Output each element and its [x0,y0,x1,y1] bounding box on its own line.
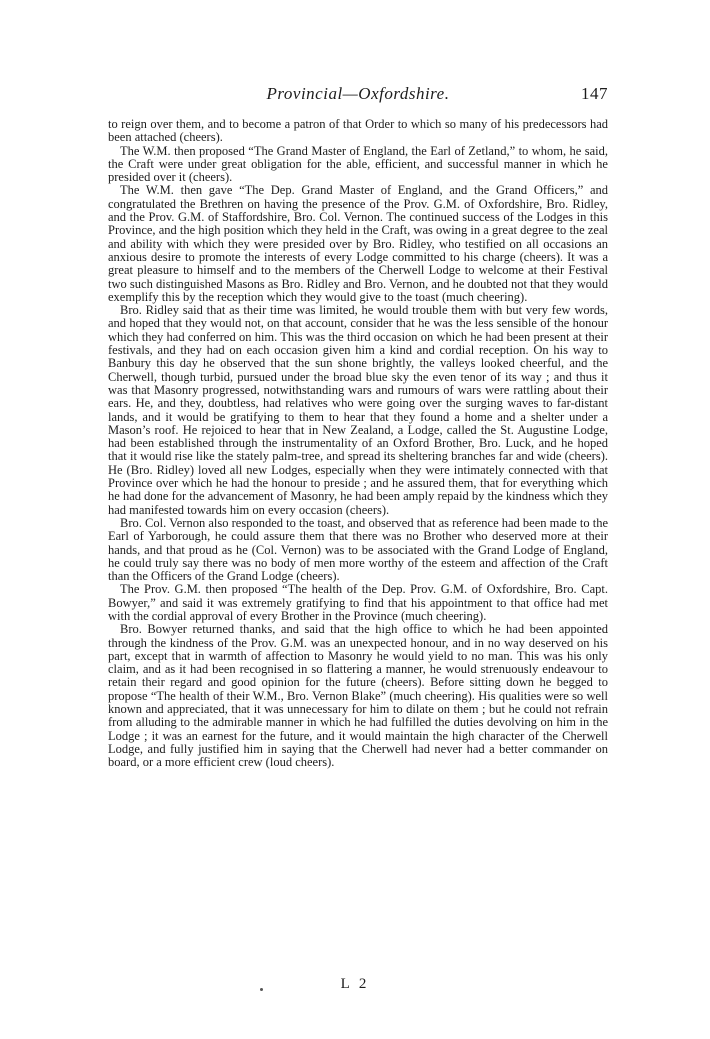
page-number: 147 [581,84,608,103]
paragraph: The Prov. G.M. then proposed “The health of the Dep. Prov. G.M. of Oxfordshire, Bro. Capt. Bowyer,” and said it was extremely gratifying to find that his appointment to that office had met with the cordial approval of every Brother in the Province (much cheering). [108,582,608,623]
running-title: Provincial—Oxfordshire. [266,84,450,103]
paragraph: to reign over them, and to become a patron of that Order to which so many of his predecessors had been attached (cheers). [108,117,608,145]
paragraph: Bro. Ridley said that as their time was limited, he would trouble them with but very few words, and hoped that they would not, on that account, consider that he was the less sensible of the honour which they had conferred on him. This was the third occasion on which he had been present at their festivals, and they had on each occasion given him a kind and cordial reception. On his way to Banbury this day he observed that the sun shone brightly, the valleys looked cheerful, and the Cherwell, though turbid, pursued under the broad blue sky the even tenor of its way ; and thus it was that Masonry progressed, notwithstanding wars and rumours of wars were rattling about their ears. He, and they, doubtless, had relatives who were going over the surging waves to far-distant lands, and it would be gratifying to them to hear that they found a home and a shelter under a Mason’s roof. He rejoiced to hear that in New Zealand, a Lodge, called the St. Augustine Lodge, had been established through the instrumentality of an Oxford Brother, Bro. Luck, and he hoped that it would rise like the stately palm-tree, and spread its sheltering branches far and wide (cheers). He (Bro. Ridley) loved all new Lodges, especially when they were intimately connected with that Province over which he had the honour to preside ; and he assured them, that for everything which he had done for the advancement of Masonry, he had been amply repaid by the kindness which they had manifested towards him on every occasion (cheers). [108,303,608,517]
article-body [108,118,608,770]
paragraph: Bro. Bowyer returned thanks, and said that the high office to which he had been appointed through the kindness of the Prov. G.M. was an unexpected honour, and in no way deserved on his part, except that in warmth of affection to Masonry he would yield to no man. This was his only claim, and as it had been recognised in so flattering a manner, he would strenuously endeavour to retain their regard and good opinion for the future (cheers). Before sitting down he begged to propose “The health of their W.M., Bro. Vernon Blake” (much cheering). His qualities were so well known and appreciated, that it was unnecessary for him to dilate on them ; but he could not refrain from alluding to the admirable manner in which he had fulfilled the duties devolving on him in the Lodge ; it was an earnest for the future, and it would maintain the high character of the Cherwell Lodge, and fully justified him in saying that the Cherwell had never had a better commander on board, or a more efficient crew (loud cheers). [108,622,608,770]
paragraph: Bro. Col. Vernon also responded to the toast, and observed that as reference had been made to the Earl of Yarborough, he could assure them that there was no Brother who deserved more at their hands, and that proud as he (Col. Vernon) was to be associated with the Grand Lodge of England, he could truly say there was no body of men more worthy of the esteem and affection of the Craft than the Officers of the Grand Lodge (cheers). [108,515,608,584]
page-header [108,84,608,108]
printer-dot [260,988,263,991]
signature-mark: L 2 [340,976,370,992]
paragraph: The W.M. then proposed “The Grand Master of England, the Earl of Zetland,” to whom, he said, the Craft were under great obligation for the able, efficient, and successful manner in which he presided over it (cheers). [108,143,608,185]
paragraph: The W.M. then gave “The Dep. Grand Master of England, and the Grand Officers,” and congratulated the Brethren on having the presence of the Prov. G.M. of Oxfordshire, Bro. Ridley, and the Prov. G.M. of Staffordshire, Bro. Col. Vernon. The continued success of the Lodges in this Province, and the high position which they held in the Craft, was owing in a great degree to the zeal and ability with which they were presided over by Bro. Ridley, who testified on all occasions an anxious desire to promote the interests of every Lodge committed to his charge (cheers). It was a great pleasure to himself and to the members of the Cherwell Lodge to welcome at their Festival two such distinguished Masons as Bro. Ridley and Bro. Vernon, and he doubted not that they would exemplify this by the reception which they would give to the toast (much cheering). [108,183,608,304]
